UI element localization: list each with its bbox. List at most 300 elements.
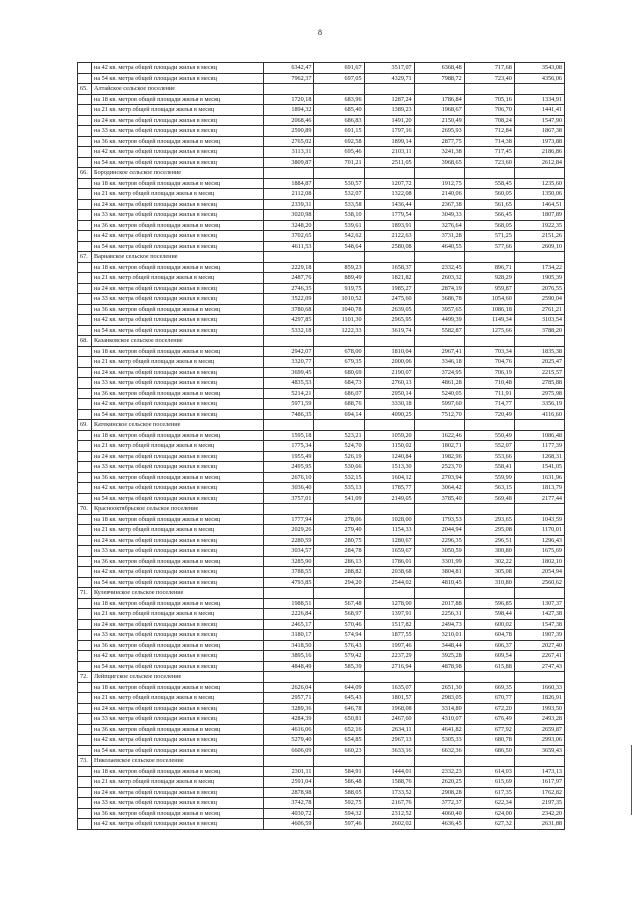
value-cell: 2746,35	[264, 283, 314, 294]
value-cell: 680,69	[314, 367, 364, 378]
value-cell: 669,35	[464, 682, 514, 693]
value-cell: 559,99	[464, 472, 514, 483]
section-title: Алтайское сельское поселение	[92, 84, 264, 95]
value-cell: 2975,98	[514, 388, 564, 399]
value-cell: 3659,43	[514, 745, 564, 756]
table-row	[78, 273, 565, 284]
value-cell: 714,77	[464, 399, 514, 410]
empty-cell	[464, 336, 514, 347]
value-cell: 678,00	[314, 346, 364, 357]
row-label: на 21 кв. метр общей площади жилья в месяц	[92, 273, 264, 284]
index-cell	[78, 126, 92, 137]
value-cell: 594,32	[314, 808, 364, 819]
section-index: 72.	[78, 672, 92, 683]
value-cell: 596,85	[464, 598, 514, 609]
value-cell: 305,08	[464, 567, 514, 578]
table-row	[78, 115, 565, 126]
value-cell: 1491,20	[364, 115, 414, 126]
value-cell: 686,83	[314, 115, 364, 126]
section-row	[78, 168, 565, 179]
table-row	[78, 441, 565, 452]
value-cell: 1659,67	[364, 546, 414, 557]
section-index: 68.	[78, 336, 92, 347]
value-cell: 4616,06	[264, 724, 314, 735]
value-cell: 1762,82	[514, 787, 564, 798]
value-cell: 859,23	[314, 262, 364, 273]
value-cell: 1280,67	[364, 535, 414, 546]
value-cell: 2626,04	[264, 682, 314, 693]
section-row	[78, 336, 565, 347]
value-cell: 1170,01	[514, 525, 564, 536]
value-cell: 1350,06	[514, 189, 564, 200]
value-cell: 6632,36	[414, 745, 464, 756]
value-cell: 586,48	[314, 777, 364, 788]
table-row	[78, 283, 565, 294]
row-label: на 18 кв. метров общей площади жилья в месяц	[92, 262, 264, 273]
empty-cell	[514, 420, 564, 431]
empty-cell	[414, 672, 464, 683]
section-index: 66.	[78, 168, 92, 179]
value-cell: 2908,28	[414, 787, 464, 798]
empty-cell	[264, 84, 314, 95]
row-label: на 33 кв. метра общей площади жилья в месяц	[92, 126, 264, 137]
value-cell: 4116,60	[514, 409, 564, 420]
value-cell: 723,60	[464, 157, 514, 168]
value-cell: 2367,38	[414, 199, 464, 210]
value-cell: 1517,82	[364, 619, 414, 630]
value-cell: 1473,13	[514, 766, 564, 777]
value-cell: 1334,91	[514, 94, 564, 105]
index-cell	[78, 735, 92, 746]
row-label: на 36 кв. метров общей площади жилья в месяц	[92, 724, 264, 735]
value-cell: 4641,82	[414, 724, 464, 735]
value-cell: 1802,71	[414, 441, 464, 452]
table-row	[78, 388, 565, 399]
value-cell: 1720,18	[264, 94, 314, 105]
row-label: на 42 кв. метра общей площади жилья в месяц	[92, 567, 264, 578]
value-cell: 2967,13	[364, 735, 414, 746]
value-cell: 2140,06	[414, 189, 464, 200]
table-row	[78, 430, 565, 441]
value-cell: 4060,40	[414, 808, 464, 819]
value-cell: 1810,04	[364, 346, 414, 357]
value-cell: 2226,84	[264, 609, 314, 620]
value-cell: 695,46	[314, 147, 364, 158]
value-cell: 1054,60	[464, 294, 514, 305]
value-cell: 4356,06	[514, 73, 564, 84]
value-cell: 2342,20	[514, 808, 564, 819]
table-row	[78, 147, 565, 158]
index-cell	[78, 724, 92, 735]
row-label: на 21 кв. метр общей площади жилья в месяц	[92, 105, 264, 116]
value-cell: 3241,38	[414, 147, 464, 158]
value-cell: 1235,60	[514, 178, 564, 189]
value-cell: 569,48	[464, 493, 514, 504]
value-cell: 7962,37	[264, 73, 314, 84]
value-cell: 3731,28	[414, 231, 464, 242]
value-cell: 3757,01	[264, 493, 314, 504]
index-cell	[78, 609, 92, 620]
value-cell: 1086,48	[514, 430, 564, 441]
table-row	[78, 808, 565, 819]
value-cell: 4878,98	[414, 661, 464, 672]
value-cell: 2467,60	[364, 714, 414, 725]
table-row	[78, 525, 565, 536]
value-cell: 2511,05	[364, 157, 414, 168]
value-cell: 1775,34	[264, 441, 314, 452]
value-cell: 691,15	[314, 126, 364, 137]
value-cell: 1893,91	[364, 220, 414, 231]
row-label: на 24 кв. метра общей площади жилья в месяц	[92, 199, 264, 210]
table-row	[78, 682, 565, 693]
table-row	[78, 241, 565, 252]
value-cell: 2054,94	[514, 567, 564, 578]
value-cell: 7988,72	[414, 73, 464, 84]
empty-cell	[364, 252, 414, 263]
value-cell: 4297,85	[264, 315, 314, 326]
empty-cell	[514, 84, 564, 95]
value-cell: 3320,77	[264, 357, 314, 368]
value-cell: 278,06	[314, 514, 364, 525]
value-cell: 1968,08	[364, 703, 414, 714]
value-cell: 646,78	[314, 703, 364, 714]
value-cell: 2965,95	[364, 315, 414, 326]
value-cell: 2150,49	[414, 115, 464, 126]
value-cell: 1389,23	[364, 105, 414, 116]
table-row	[78, 73, 565, 84]
value-cell: 1287,24	[364, 94, 414, 105]
table-row	[78, 304, 565, 315]
row-label: на 42 кв. метра общей площади жилья в месяц	[92, 735, 264, 746]
value-cell: 2602,02	[364, 819, 414, 830]
table-row	[78, 294, 565, 305]
value-cell: 706,70	[464, 105, 514, 116]
value-cell: 3346,18	[414, 357, 464, 368]
value-cell: 717,45	[464, 147, 514, 158]
empty-cell	[364, 504, 414, 515]
value-cell: 1801,57	[364, 693, 414, 704]
index-cell	[78, 535, 92, 546]
index-cell	[78, 819, 92, 830]
value-cell: 1733,52	[364, 787, 414, 798]
table-row	[78, 819, 565, 830]
table-row	[78, 651, 565, 662]
value-cell: 533,58	[314, 199, 364, 210]
value-cell: 7486,35	[264, 409, 314, 420]
value-cell: 1802,10	[514, 556, 564, 567]
value-cell: 4611,53	[264, 241, 314, 252]
value-cell: 2580,08	[364, 241, 414, 252]
index-cell	[78, 556, 92, 567]
margin-line	[631, 745, 632, 815]
value-cell: 570,46	[314, 619, 364, 630]
row-label: на 36 кв. метров общей площади жилья в месяц	[92, 472, 264, 483]
index-cell	[78, 651, 92, 662]
section-index: 67.	[78, 252, 92, 263]
table-row	[78, 367, 565, 378]
value-cell: 677,92	[464, 724, 514, 735]
table-body	[78, 63, 565, 830]
empty-cell	[264, 504, 314, 515]
table-row	[78, 619, 565, 630]
value-cell: 3925,28	[414, 651, 464, 662]
value-cell: 686,50	[464, 745, 514, 756]
row-label: на 18 кв. метров общей площади жилья в месяц	[92, 514, 264, 525]
value-cell: 680,78	[464, 735, 514, 746]
value-cell: 563,15	[464, 483, 514, 494]
index-cell	[78, 630, 92, 641]
value-cell: 3356,19	[514, 399, 564, 410]
row-label: на 54 кв. метра общей площади жилья в месяц	[92, 409, 264, 420]
index-cell	[78, 682, 92, 693]
row-label: на 24 кв. метра общей площади жилья в месяц	[92, 451, 264, 462]
empty-cell	[314, 168, 364, 179]
value-cell: 1028,00	[364, 514, 414, 525]
value-cell: 609,54	[464, 651, 514, 662]
value-cell: 1797,16	[364, 126, 414, 137]
empty-cell	[414, 504, 464, 515]
value-cell: 2167,76	[364, 798, 414, 809]
value-cell: 959,87	[464, 283, 514, 294]
value-cell: 710,48	[464, 378, 514, 389]
empty-cell	[414, 84, 464, 95]
value-cell: 644,09	[314, 682, 364, 693]
value-cell: 302,22	[464, 556, 514, 567]
value-cell: 1436,44	[364, 199, 414, 210]
value-cell: 2280,59	[264, 535, 314, 546]
empty-cell	[264, 420, 314, 431]
value-cell: 676,49	[464, 714, 514, 725]
value-cell: 530,57	[314, 178, 364, 189]
value-cell: 2878,98	[264, 787, 314, 798]
index-cell	[78, 567, 92, 578]
value-cell: 4793,85	[264, 577, 314, 588]
empty-cell	[364, 84, 414, 95]
value-cell: 579,42	[314, 651, 364, 662]
value-cell: 3517,07	[364, 63, 414, 74]
value-cell: 5240,05	[414, 388, 464, 399]
row-label: на 21 кв. метр общей площади жилья в месяц	[92, 609, 264, 620]
row-label: на 42 кв. метра общей площади жилья в месяц	[92, 147, 264, 158]
value-cell: 4835,53	[264, 378, 314, 389]
value-cell: 2634,11	[364, 724, 414, 735]
value-cell: 1588,76	[364, 777, 414, 788]
empty-cell	[464, 252, 514, 263]
empty-cell	[314, 588, 364, 599]
value-cell: 3702,65	[264, 231, 314, 242]
value-cell: 2177,44	[514, 493, 564, 504]
value-cell: 3957,65	[414, 304, 464, 315]
value-cell: 1547,38	[514, 619, 564, 630]
index-cell	[78, 462, 92, 473]
index-cell	[78, 777, 92, 788]
value-cell: 4030,72	[264, 808, 314, 819]
value-cell: 4810,45	[414, 577, 464, 588]
row-label: на 54 кв. метра общей площади жилья в месяц	[92, 661, 264, 672]
value-cell: 3418,50	[264, 640, 314, 651]
index-cell	[78, 157, 92, 168]
value-cell: 1905,39	[514, 273, 564, 284]
value-cell: 530,66	[314, 462, 364, 473]
table-row	[78, 493, 565, 504]
row-label: на 54 кв. метра общей площади жилья в месяц	[92, 325, 264, 336]
value-cell: 6342,47	[264, 63, 314, 74]
page-number: 8	[318, 28, 322, 37]
table-row	[78, 693, 565, 704]
value-cell: 294,20	[314, 577, 364, 588]
value-cell: 5279,40	[264, 735, 314, 746]
value-cell: 1040,78	[314, 304, 364, 315]
empty-cell	[414, 588, 464, 599]
value-cell: 614,03	[464, 766, 514, 777]
value-cell: 1899,14	[364, 136, 414, 147]
empty-cell	[514, 336, 564, 347]
table-row	[78, 220, 565, 231]
value-cell: 542,62	[314, 231, 364, 242]
value-cell: 2000,06	[364, 357, 414, 368]
value-cell: 1275,66	[464, 325, 514, 336]
section-index: 73.	[78, 756, 92, 767]
value-cell: 2186,86	[514, 147, 564, 158]
value-cell: 577,66	[464, 241, 514, 252]
row-label: на 24 кв. метра общей площади жилья в месяц	[92, 115, 264, 126]
value-cell: 286,13	[314, 556, 364, 567]
value-cell: 3289,36	[264, 703, 314, 714]
row-label: на 33 кв. метра общей площади жилья в месяц	[92, 294, 264, 305]
value-cell: 720,49	[464, 409, 514, 420]
row-label: на 21 кв. метр общей площади жилья в месяц	[92, 189, 264, 200]
row-label: на 42 кв. метра общей площади жилья в месяц	[92, 231, 264, 242]
index-cell	[78, 73, 92, 84]
table-row	[78, 472, 565, 483]
value-cell: 1982,96	[414, 451, 464, 462]
table-row	[78, 546, 565, 557]
value-cell: 3314,80	[414, 703, 464, 714]
value-cell: 2151,26	[514, 231, 564, 242]
value-cell: 2487,76	[264, 273, 314, 284]
index-cell	[78, 115, 92, 126]
row-label: на 54 кв. метра общей площади жилья в месяц	[92, 157, 264, 168]
value-cell: 2957,71	[264, 693, 314, 704]
table-row	[78, 577, 565, 588]
value-cell: 606,37	[464, 640, 514, 651]
value-cell: 526,19	[314, 451, 364, 462]
value-cell: 4090,25	[364, 409, 414, 420]
value-cell: 1622,46	[414, 430, 464, 441]
value-cell: 1968,67	[414, 105, 464, 116]
table-row	[78, 409, 565, 420]
value-cell: 1322,08	[364, 189, 414, 200]
empty-cell	[364, 588, 414, 599]
index-cell	[78, 787, 92, 798]
value-cell: 1617,97	[514, 777, 564, 788]
row-label: на 36 кв. метров общей площади жилья в месяц	[92, 556, 264, 567]
value-cell: 2149,05	[364, 493, 414, 504]
row-label: на 54 кв. метра общей площади жилья в месяц	[92, 577, 264, 588]
value-cell: 5971,59	[264, 399, 314, 410]
value-cell: 2332,45	[414, 262, 464, 273]
value-cell: 2029,26	[264, 525, 314, 536]
empty-cell	[464, 420, 514, 431]
value-cell: 293,65	[464, 514, 514, 525]
value-cell: 617,35	[464, 787, 514, 798]
row-label: на 24 кв. метра общей площади жилья в месяц	[92, 787, 264, 798]
row-label: на 21 кв. метр общей площади жилья в месяц	[92, 357, 264, 368]
section-title: Лейпцигское сельское поселение	[92, 672, 264, 683]
section-title: Кулевчинское сельское поселение	[92, 588, 264, 599]
table-row	[78, 399, 565, 410]
row-label: на 18 кв. метров общей площади жилья в месяц	[92, 346, 264, 357]
table-row	[78, 714, 565, 725]
value-cell: 1397,91	[364, 609, 414, 620]
row-label: на 21 кв. метр общей площади жилья в месяц	[92, 525, 264, 536]
table-row	[78, 798, 565, 809]
index-cell	[78, 399, 92, 410]
row-label: на 24 кв. метра общей площади жилья в месяц	[92, 619, 264, 630]
section-title: Николаевское сельское поселение	[92, 756, 264, 767]
empty-cell	[314, 504, 364, 515]
table-row	[78, 126, 565, 137]
index-cell	[78, 241, 92, 252]
value-cell: 288,82	[314, 567, 364, 578]
row-label: на 24 кв. метра общей площади жилья в месяц	[92, 535, 264, 546]
table-row	[78, 703, 565, 714]
tariff-table	[77, 62, 565, 830]
value-cell: 1635,07	[364, 682, 414, 693]
value-cell: 541,09	[314, 493, 364, 504]
value-cell: 1786,01	[364, 556, 414, 567]
value-cell: 2747,43	[514, 661, 564, 672]
value-cell: 2983,05	[414, 693, 464, 704]
empty-cell	[464, 756, 514, 767]
value-cell: 703,34	[464, 346, 514, 357]
value-cell: 568,97	[314, 609, 364, 620]
empty-cell	[464, 588, 514, 599]
value-cell: 295,08	[464, 525, 514, 536]
row-label: на 42 кв. метра общей площади жилья в месяц	[92, 399, 264, 410]
value-cell: 280,75	[314, 535, 364, 546]
value-cell: 584,91	[314, 766, 364, 777]
value-cell: 692,58	[314, 136, 364, 147]
value-cell: 560,05	[464, 189, 514, 200]
value-cell: 4848,49	[264, 661, 314, 672]
value-cell: 3619,74	[364, 325, 414, 336]
value-cell: 2465,17	[264, 619, 314, 630]
index-cell	[78, 546, 92, 557]
empty-cell	[414, 252, 464, 263]
value-cell: 1993,50	[514, 703, 564, 714]
value-cell: 2765,02	[264, 136, 314, 147]
value-cell: 2591,04	[264, 777, 314, 788]
value-cell: 1043,59	[514, 514, 564, 525]
index-cell	[78, 409, 92, 420]
index-cell	[78, 63, 92, 74]
value-cell: 3113,31	[264, 147, 314, 158]
row-label: на 54 кв. метра общей площади жилья в месяц	[92, 493, 264, 504]
section-row	[78, 252, 565, 263]
row-label: на 36 кв. метров общей площади жилья в месяц	[92, 808, 264, 819]
index-cell	[78, 346, 92, 357]
value-cell: 1779,54	[364, 210, 414, 221]
table-row	[78, 357, 565, 368]
index-cell	[78, 766, 92, 777]
value-cell: 3742,78	[264, 798, 314, 809]
value-cell: 550,49	[464, 430, 514, 441]
table-row	[78, 315, 565, 326]
empty-cell	[264, 252, 314, 263]
value-cell: 1207,72	[364, 178, 414, 189]
value-cell: 558,41	[464, 462, 514, 473]
